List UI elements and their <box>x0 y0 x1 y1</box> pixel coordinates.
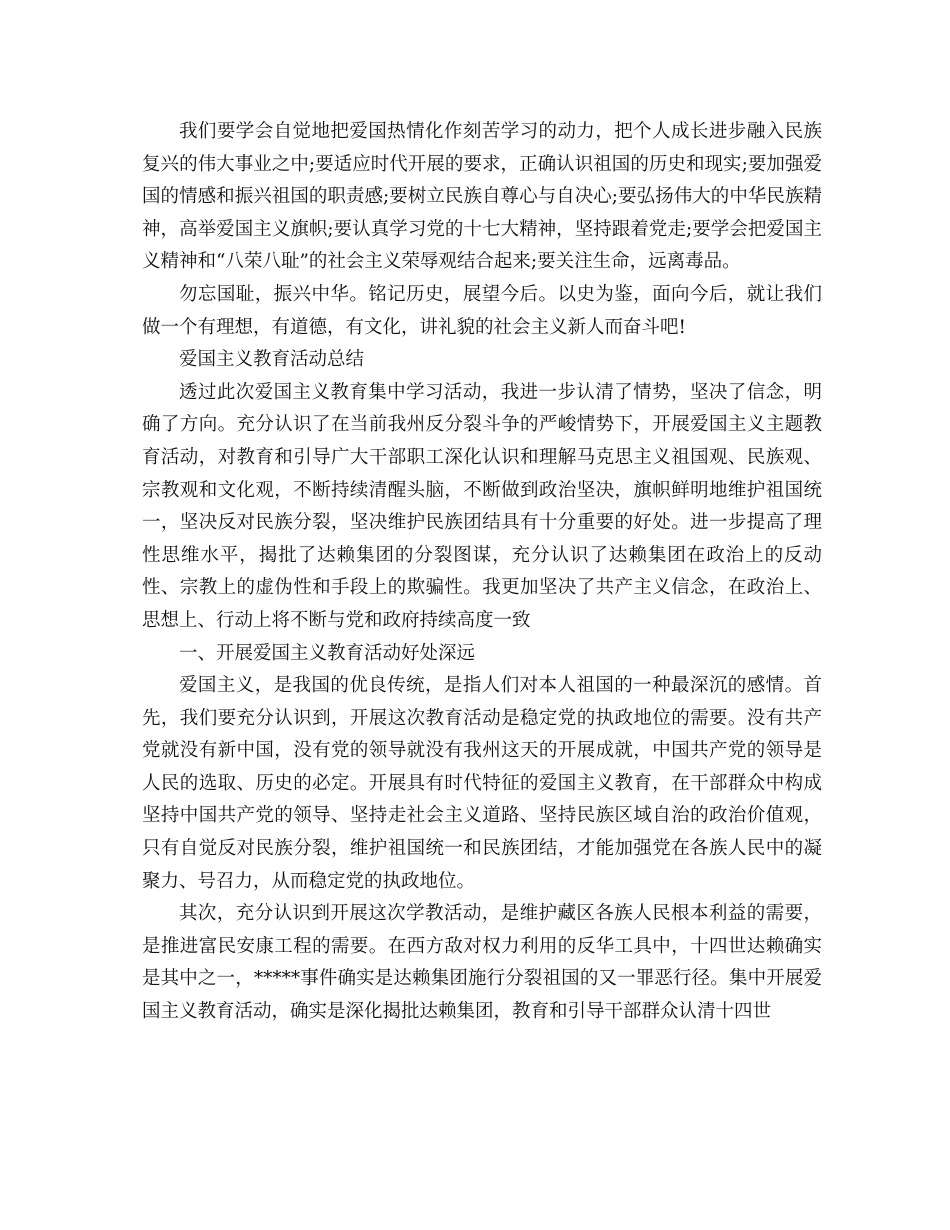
section-title-summary: 爱国主义教育活动总结 <box>179 349 365 371</box>
document-body <box>142 116 822 1029</box>
paragraph-patriotic-goals: 我们要学会自觉地把爱国热情化作刻苦学习的动力，把个人成长进步融入民族复兴的伟大事业之中;要适应时代开展的要求，正确认识祖国的历史和现实;要加强爱国的情感和振兴祖国的职责感;要树立民族自尊心与自决心;要弘扬伟大的中华民族精神，高举爱国主义旗帜;要认真学习党的十七大精神，坚持跟着党走;要学会把爱国主义精神和“八荣八耻”的社会主义荣辱观结合起来;要关注生命，远离毒品。 <box>142 121 822 273</box>
paragraph-patriotism-first: 爱国主义，是我国的优良传统，是指人们对本人祖国的一种最深沉的感情。首先，我们要充分认识到，开展这次教育活动是稳定党的执政地位的需要。没有共产党就没有新中国，没有党的领导就没有我州这天的开展成就，中国共产党的领导是人民的选取、历史的必定。开展具有时代特征的爱国主义教育，在干部群众中构成坚持中国共产党的领导、坚持走社会主义道路、坚持民族区域自治的政治价值观，只有自觉反对民族分裂，维护祖国统一和民族团结，才能加强党在各族人民中的凝聚力、号召力，从而稳定党的执政地位。 <box>142 675 822 892</box>
paragraph-study-outcomes: 透过此次爱国主义教育集中学习活动，我进一步认清了情势，坚决了信念，明确了方向。充分认识了在当前我州反分裂斗争的严峻情势下，开展爱国主义主题教育活动，对教育和引导广大干部职工深化认识和理解马克思主义祖国观、民族观、宗教观和文化观，不断持续清醒头脑，不断做到政治坚决，旗帜鲜明地维护祖国统一，坚决反对民族分裂，坚决维护民族团结具有十分重要的好处。进一步提高了理性思维水平，揭批了达赖集团的分裂图谋，充分认识了达赖集团在政治上的反动性、宗教上的虚伪性和手段上的欺骗性。我更加坚决了共产主义信念，在政治上、思想上、行动上将不断与党和政府持续高度一致 <box>142 381 822 631</box>
section-heading-one: 一、开展爱国主义教育活动好处深远 <box>179 642 476 664</box>
paragraph-second-reason: 其次，充分认识到开展这次学教活动，是维护藏区各族人民根本利益的需要，是推进富民安康工程的需要。在西方敌对权力利用的反华工具中，十四世达赖确实是其中之一，*****事件确实是达赖集团施行分裂祖国的又一罪恶行径。集中开展爱国主义教育活动，确实是深化揭批达赖集团，教育和引导干部群众认清十四世 <box>142 903 822 1023</box>
paragraph-remember-history: 勿忘国耻，振兴中华。铭记历史，展望今后。以史为鉴，面向今后，就让我们做一个有理想，有道德，有文化，讲礼貌的社会主义新人而奋斗吧! <box>142 283 822 338</box>
